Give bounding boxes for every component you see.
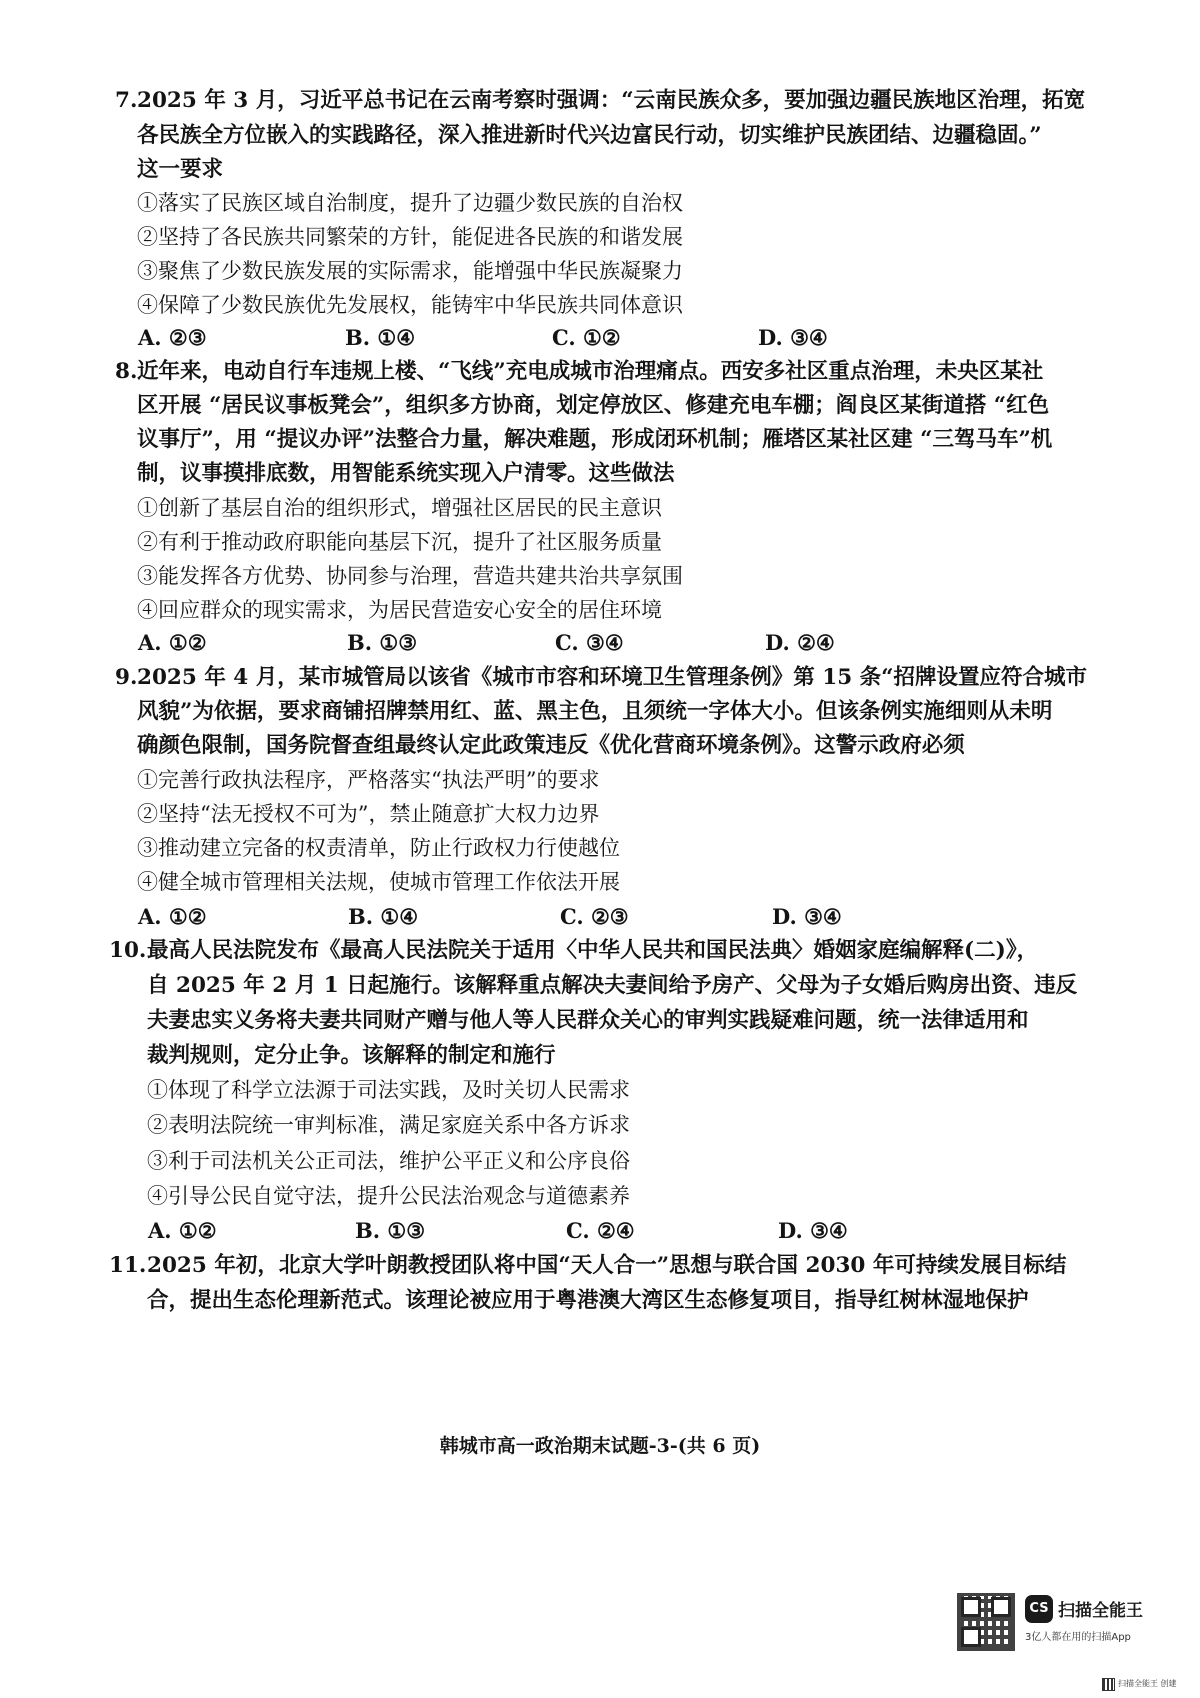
answer-choice-c: C. ②④: [566, 1218, 635, 1243]
answer-choice-b: B. ①④: [345, 325, 416, 350]
question-number: 10.: [109, 938, 147, 963]
statement-option: ③聚焦了少数民族发展的实际需求，能增强中华民族凝聚力: [137, 259, 683, 283]
watermark-credit: 扫描全能王 创建: [1118, 1679, 1177, 1688]
answer-choice-b: B. ①③: [355, 1218, 426, 1243]
watermark-tagline: 3亿人都在用的扫描App: [1025, 1632, 1131, 1643]
answer-choice-a: A. ②③: [138, 325, 207, 350]
question-text: 这一要求: [137, 157, 224, 182]
statement-option: ①体现了科学立法源于司法实践，及时关切人民需求: [147, 1078, 630, 1102]
statement-option: ②坚持了各民族共同繁荣的方针，能促进各民族的和谐发展: [137, 225, 683, 249]
question-text: 各民族全方位嵌入的实践路径，深入推进新时代兴边富民行动，切实维护民族团结、边疆稳固。”: [137, 123, 1042, 148]
answer-choice-a: A. ①②: [138, 904, 207, 929]
question-text: 风貌”为依据，要求商铺招牌禁用红、蓝、黑主色，且须统一字体大小。但该条例实施细则从未明: [137, 699, 1053, 724]
answer-choice-d: D. ③④: [772, 904, 842, 929]
answer-choice-d: D. ②④: [765, 630, 835, 655]
statement-option: ③利于司法机关公正司法，维护公平正义和公序良俗: [147, 1149, 630, 1173]
question-text: 自 2025 年 2 月 1 日起施行。该解释重点解决夫妻间给予房产、父母为子女婚后购房出资、违反: [147, 973, 1078, 998]
question-text: 区开展 “居民议事板凳会”，组织多方协商，划定停放区、修建充电车棚；阎良区某街道搭 “红色: [137, 393, 1050, 418]
answer-choice-a: A. ①②: [138, 630, 207, 655]
question-number: 8.: [115, 359, 138, 384]
answer-choice-b: B. ①④: [348, 904, 419, 929]
question-number: 7.: [115, 88, 138, 113]
answer-choice-c: C. ③④: [555, 630, 624, 655]
question-text: 夫妻忠实义务将夫妻共同财产赠与他人等人民群众关心的审判实践疑难问题，统一法律适用和: [147, 1008, 1029, 1033]
question-text: 制，议事摸排底数，用智能系统实现入户清零。这些做法: [137, 461, 675, 486]
statement-option: ④回应群众的现实需求，为居民营造安心安全的居住环境: [137, 598, 662, 622]
answer-choice-d: D. ③④: [758, 325, 828, 350]
statement-option: ③能发挥各方优势、协同参与治理，营造共建共治共享氛围: [137, 564, 683, 588]
question-number: 11.: [109, 1253, 147, 1278]
answer-choice-c: C. ①②: [552, 325, 621, 350]
statement-option: ②表明法院统一审判标准，满足家庭关系中各方诉求: [147, 1113, 630, 1137]
page-footer: 韩城市高一政治期末试题-3-(共 6 页): [439, 1435, 761, 1457]
statement-option: ④健全城市管理相关法规，使城市管理工作依法开展: [137, 870, 620, 894]
question-text: 议事厅”，用 “提议办评”法整合力量，解决难题，形成闭环机制；雁塔区某社区建 “三驾马车”机: [137, 427, 1053, 452]
statement-option: ①创新了基层自治的组织形式，增强社区居民的民主意识: [137, 496, 662, 520]
question-text: 近年来，电动自行车违规上楼、“飞线”充电成城市治理痛点。西安多社区重点治理，未央区某社: [137, 359, 1044, 384]
question-text: 2025 年 3 月，习近平总书记在云南考察时强调：“云南民族众多，要加强边疆民族地区治理，拓宽: [137, 88, 1086, 113]
answer-choice-c: C. ②③: [560, 904, 629, 929]
qr-code-icon: [957, 1593, 1015, 1651]
statement-option: ①落实了民族区域自治制度，提升了边疆少数民族的自治权: [137, 191, 683, 215]
answer-choice-a: A. ①②: [148, 1218, 217, 1243]
statement-option: ①完善行政执法程序，严格落实“执法严明”的要求: [137, 768, 600, 792]
answer-choice-d: D. ③④: [778, 1218, 848, 1243]
statement-option: ②坚持“法无授权不可为”，禁止随意扩大权力边界: [137, 802, 600, 826]
statement-option: ③推动建立完备的权责清单，防止行政权力行使越位: [137, 836, 620, 860]
statement-option: ④保障了少数民族优先发展权，能铸牢中华民族共同体意识: [137, 293, 683, 317]
mini-qr-icon: [1102, 1678, 1115, 1691]
question-text: 合，提出生态伦理新范式。该理论被应用于粤港澳大湾区生态修复项目，指导红树林湿地保护: [147, 1288, 1029, 1313]
watermark-brand: 扫描全能王: [1058, 1601, 1143, 1621]
question-number: 9.: [115, 665, 138, 690]
question-text: 最高人民法院发布《最高人民法院关于适用〈中华人民共和国民法典〉婚姻家庭编解释(二)》，: [147, 938, 1039, 963]
answer-choice-b: B. ①③: [347, 630, 418, 655]
question-text: 确颜色限制，国务院督查组最终认定此政策违反《优化营商环境条例》。这警示政府必须: [137, 733, 965, 758]
question-text: 2025 年 4 月，某市城管局以该省《城市市容和环境卫生管理条例》第 15 条“招牌设置应符合城市: [137, 665, 1088, 690]
camscanner-logo-icon: CS: [1025, 1595, 1053, 1623]
statement-option: ④引导公民自觉守法，提升公民法治观念与道德素养: [147, 1184, 630, 1208]
statement-option: ②有利于推动政府职能向基层下沉，提升了社区服务质量: [137, 530, 662, 554]
question-text: 裁判规则，定分止争。该解释的制定和施行: [147, 1043, 556, 1068]
question-text: 2025 年初，北京大学叶朗教授团队将中国“天人合一”思想与联合国 2030 年可持续发展目标结: [147, 1253, 1067, 1278]
